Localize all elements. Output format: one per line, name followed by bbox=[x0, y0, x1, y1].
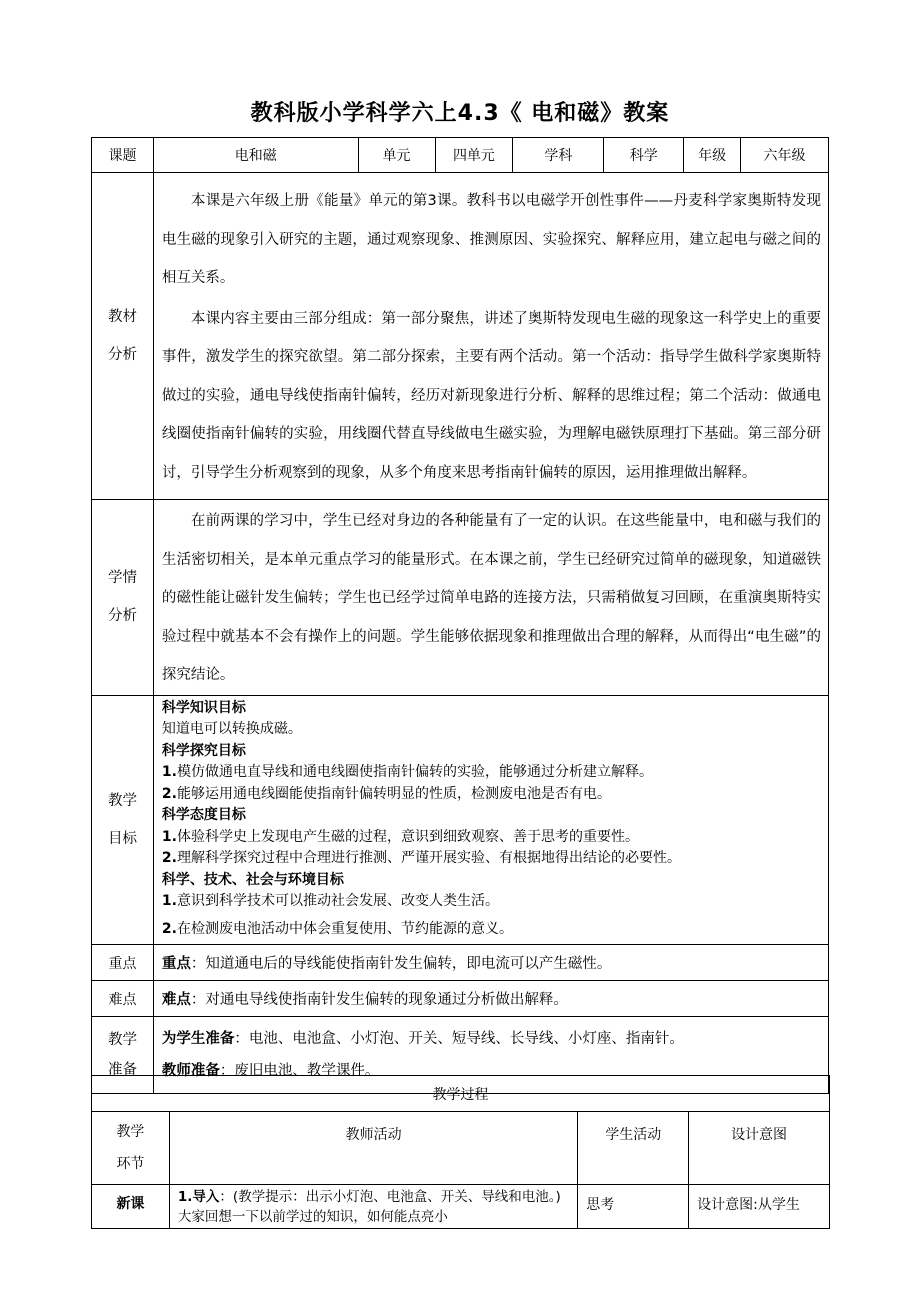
unit-value: 四单元 bbox=[435, 138, 513, 173]
process-title: 教学过程 bbox=[92, 1076, 830, 1112]
students-label: 学情 分析 bbox=[92, 500, 154, 696]
analysis-paragraph-1: 本课是六年级上册《能量》单元的第3课。教科书以电磁学开创性事件——丹麦科学家奥斯特发现电生磁的现象引入研究的主题，通过观察现象、推测原因、实验探究、解释应用，建立起电与磁之间的相互关系。 bbox=[161, 193, 821, 286]
difficulty-row bbox=[92, 981, 829, 1017]
goal-heading: 科学探究目标 bbox=[161, 742, 246, 759]
preparation-label: 教学 准备 bbox=[92, 1017, 154, 1094]
students-content bbox=[153, 500, 828, 696]
subject-key: 学科 bbox=[513, 138, 604, 173]
stage-cell: 新课 bbox=[92, 1185, 170, 1229]
process-row bbox=[92, 1185, 830, 1229]
lesson-info-table bbox=[91, 137, 829, 1094]
stage-column-header: 教学 环节 bbox=[92, 1112, 170, 1185]
student-activity-cell: 思考 bbox=[578, 1185, 689, 1229]
goals-content bbox=[153, 695, 828, 945]
students-paragraph: 在前两课的学习中，学生已经对身边的各种能量有了一定的认识。在这些能量中，电和磁与我们的生活密切相关，是本单元重点学习的能量形式。在本课之前，学生已经研究过简单的磁现象，知道磁铁的磁性能让磁针发生偏转；学生也已经学过简单电路的连接方法，只需稍做复习回顾，在重演奥斯特实验过程中就基本不会有操作上的问题。学生能够依据现象和推理做出合理的解释，从而得出“电生磁”的探究结论。 bbox=[161, 513, 821, 683]
student-preparation: 为学生准备：电池、电池盒、小灯泡、开关、短导线、长导线、小灯座、指南针。 bbox=[161, 1031, 684, 1047]
analysis-label: 教材 分析 bbox=[92, 173, 154, 500]
grade-key: 年级 bbox=[684, 138, 741, 173]
lesson-value: 电和磁 bbox=[153, 138, 358, 173]
process-table bbox=[91, 1075, 830, 1229]
key-point-label: 重点 bbox=[92, 945, 154, 981]
design-intent-cell: 设计意图:从学生 bbox=[689, 1185, 830, 1229]
goal-item: 2.理解科学探究过程中合理进行推测、严谨开展实验、有根据地得出结论的必要性。 bbox=[161, 850, 681, 866]
goal-heading: 科学知识目标 bbox=[161, 699, 246, 716]
goal-item: 1.模仿做通电直导线和通电线圈使指南针偏转的实验，能够通过分析建立解释。 bbox=[161, 764, 653, 780]
difficulty-content: 难点：对通电导线使指南针发生偏转的现象通过分析做出解释。 bbox=[153, 981, 828, 1017]
students-row bbox=[92, 500, 829, 696]
goal-item: 2.在检测废电池活动中体会重复使用、节约能源的意义。 bbox=[161, 920, 513, 937]
subject-value: 科学 bbox=[604, 138, 684, 173]
goal-item: 知道电可以转换成磁。 bbox=[161, 721, 302, 737]
process-header-row bbox=[92, 1112, 830, 1185]
goal-item: 1.体验科学史上发现电产生磁的过程，意识到细致观察、善于思考的重要性。 bbox=[161, 828, 639, 845]
teacher-activity-cell: 1.导入：(教学提示：出示小灯泡、电池盒、开关、导线和电池。)大家回想一下以前学过的知识，如何能点亮小 bbox=[169, 1185, 577, 1229]
analysis-row bbox=[92, 173, 829, 500]
goals-label: 教学 目标 bbox=[92, 695, 154, 945]
goal-heading: 科学态度目标 bbox=[161, 807, 246, 823]
design-intent-header: 设计意图 bbox=[689, 1112, 830, 1185]
goal-heading: 科学、技术、社会与环境目标 bbox=[161, 871, 344, 888]
header-row bbox=[92, 138, 829, 173]
analysis-content bbox=[153, 173, 828, 500]
process-title-row bbox=[92, 1076, 830, 1112]
teacher-activity-header: 教师活动 bbox=[169, 1112, 577, 1185]
key-point-content: 重点：知道通电后的导线能使指南针发生偏转，即电流可以产生磁性。 bbox=[153, 945, 828, 981]
analysis-paragraph-2: 本课内容主要由三部分组成：第一部分聚焦，讲述了奥斯特发现电生磁的现象这一科学史上的重要事件，激发学生的探究欲望。第二部分探索，主要有两个活动。第一个活动：指导学生做科学家奥斯特做过的实验，通电导线使指南针偏转，经历对新现象进行分析、解释的思维过程；第二个活动：做通电线圈使指南针偏转的实验，用线圈代替直导线做电生磁实验，为理解电磁铁原理打下基础。第三部分研讨，引导学生分析观察到的现象，从多个角度来思考指南针偏转的原因，运用推理做出解释。 bbox=[161, 310, 821, 481]
difficulty-label: 难点 bbox=[92, 981, 154, 1017]
student-activity-header: 学生活动 bbox=[578, 1112, 689, 1185]
goal-item: 1.意识到科学技术可以推动社会发展、改变人类生活。 bbox=[161, 893, 499, 909]
unit-key: 单元 bbox=[358, 138, 435, 173]
teacher-preparation: 教师准备：废旧电池、教学课件。 bbox=[161, 1063, 380, 1079]
goals-row bbox=[92, 695, 829, 945]
document-title: 教科版小学科学六上4.3《 电和磁》教案 bbox=[250, 101, 670, 126]
lesson-key: 课题 bbox=[92, 138, 154, 173]
goal-item: 2.能够运用通电线圈能使指南针偏转明显的性质，检测废电池是否有电。 bbox=[161, 785, 611, 802]
key-point-row bbox=[92, 945, 829, 981]
grade-value: 六年级 bbox=[741, 138, 829, 173]
